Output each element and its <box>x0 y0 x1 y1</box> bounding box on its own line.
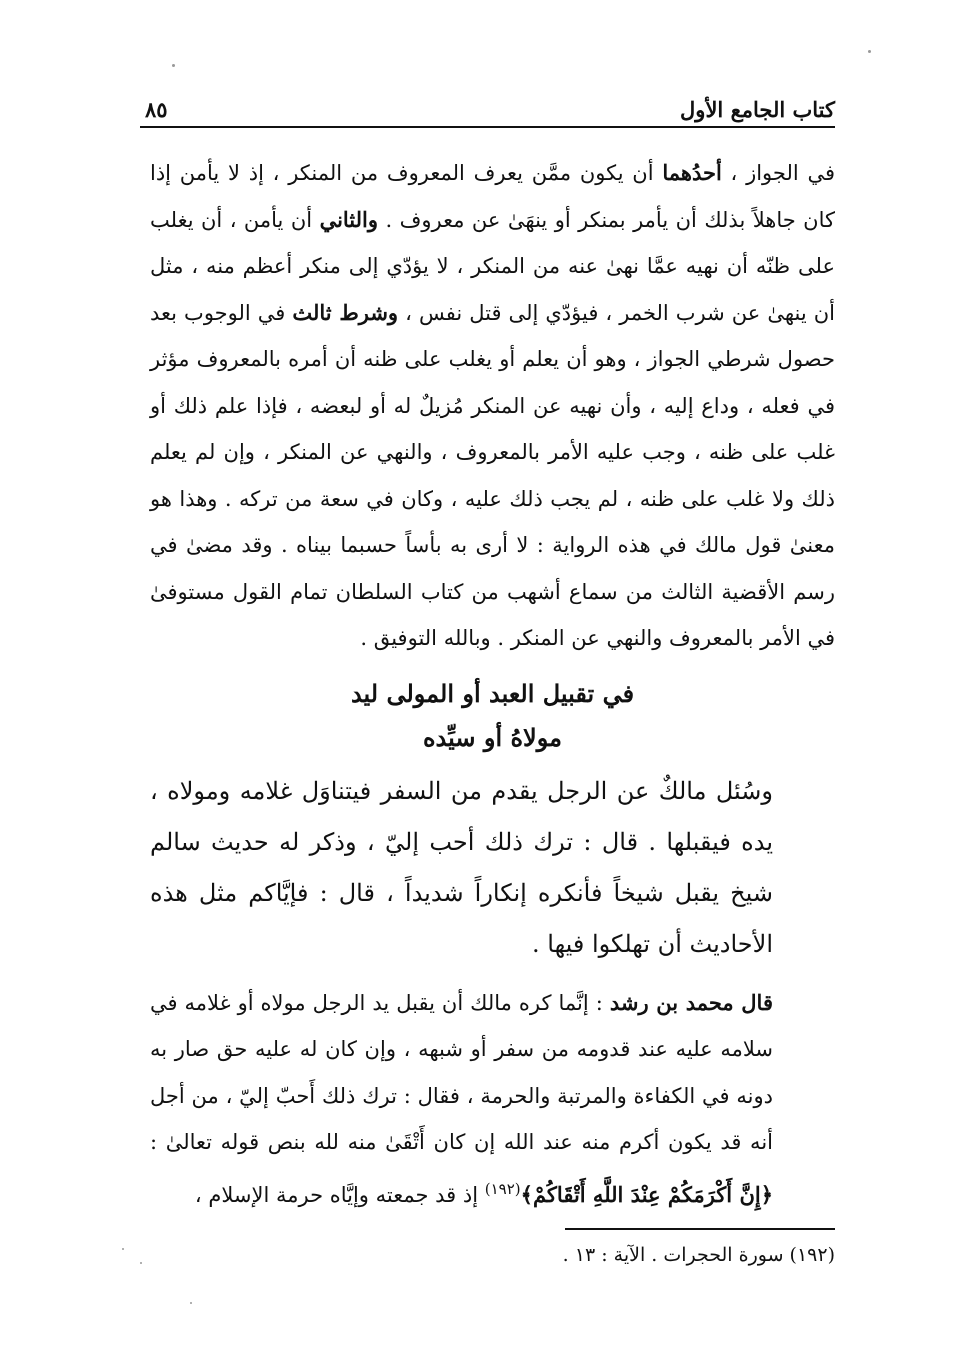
footnote: (١٩٢) سورة الحجرات . الآية : ١٣ . <box>562 1244 835 1266</box>
page-header <box>145 88 835 122</box>
p3-text-a: : إنَّما كره مالك أن يقبل يد الرجل مولاه أو غلامه في سلامه عليه عند قدومه من سفر أو شبهه ، وإن كان له عليه حق صار به دونه في الكفاءة والمرتبة والحرمة ، فقال : ترك ذلك أَحبّ إليّ ، من أجل أنه قد يكون أكرم منه عند الله إن كان أَتْقَىٰ منه لله بنص قوله تعالىٰ : <box>150 990 773 1154</box>
header-rule <box>140 126 835 128</box>
paragraph-3 <box>150 980 835 1219</box>
p3-text-b: إذ قد جمعته وإيَّاه حرمة الإسلام ، <box>194 1182 485 1207</box>
scan-speck <box>868 50 871 53</box>
footnote-rule <box>565 1228 835 1230</box>
running-title: كتاب الجامع الأول <box>680 97 835 122</box>
scan-speck <box>122 1248 124 1250</box>
section-heading-line-2: مولاهُ أو سيِّده <box>422 722 562 752</box>
p1-term-second: والثاني <box>319 206 379 232</box>
p1-term-third: وشرط ثالث <box>292 299 399 325</box>
p3-quran-verse: ﴿إِنَّ أَكْرَمَكُمْ عِنْدَ اللَّهِ أَتْقَاكُمْ﴾ <box>520 1181 773 1207</box>
scan-speck <box>190 1302 192 1304</box>
scan-speck <box>140 1262 142 1264</box>
p1-text-d: في الوجوب بعد حصول شرطي الجواز ، وهو أن يعلم أو يغلب على ظنه أن أمره بالمعروف مؤثر في فعله ، وداع إليه ، وأن نهيه عن المنكر مُزيلٌ له أو لبعضه ، فإذا علم ذلك أو غلب على ظنه ، وجب عليه الأمر بالمعروف ، والنهي عن المنكر ، وإن لم يعلم ذلك ولا غلب على ظنه ، لم يجب ذلك عليه ، وكان في سعة من تركه . وهذا هو معنىٰ قول مالك في هذه الرواية : لا أرى به بأساً حسبما بيناه . وقد مضىٰ في رسم الأقضية الثالث من سماع أشهب من كتاب السلطان تمام القول مستوفىٰ في الأمر بالمعروف والنهي عن المنكر . وبالله التوفيق . <box>150 300 835 650</box>
p1-term-first: أحدُهما <box>662 160 722 185</box>
p1-text-b: أن يكون ممَّن يعرف المعروف من المنكر ، إذ لا يأمن إذا كان جاهلاً بذلك أن يأمر بمنكر أو ينهَىٰ عن معروف . <box>150 161 835 232</box>
paragraph-1 <box>150 150 835 662</box>
p3-speaker: قال محمد بن رشد <box>609 989 773 1015</box>
p1-text-a: في الجواز ، <box>721 161 835 185</box>
scan-speck <box>172 64 175 67</box>
p1-text-c: أن يأمن ، أن يغلب على ظنّه أن نهيه عمَّا نهىٰ عنه من المنكر ، لا يؤدّي إلى منكر أعظم منه ، مثل أن ينهىٰ عن شرب الخمر ، فيؤدّي إلى قتل نفس ، <box>150 207 836 325</box>
p3-footnote-ref: (١٩٢) <box>484 1179 521 1198</box>
page-number: ٨٥ <box>145 97 168 122</box>
section-heading <box>150 672 835 760</box>
body-text <box>150 150 835 1218</box>
section-heading-line-1: في تقبيل العبد أو المولى ليد <box>350 678 635 708</box>
paragraph-2: وسُئل مالكٌ عن الرجل يقدم من السفر فيتناوَل غلامه ومولاه ، يده فيقبلها . قال : ترك ذلك أحب إليّ ، وذكر له حديث سالم شيخ يقبل شيخاً فأنكره إنكاراً شديداً ، قال : فإيَّاكم مثل هذه الأحاديث أن تهلكوا فيها . <box>150 776 773 958</box>
